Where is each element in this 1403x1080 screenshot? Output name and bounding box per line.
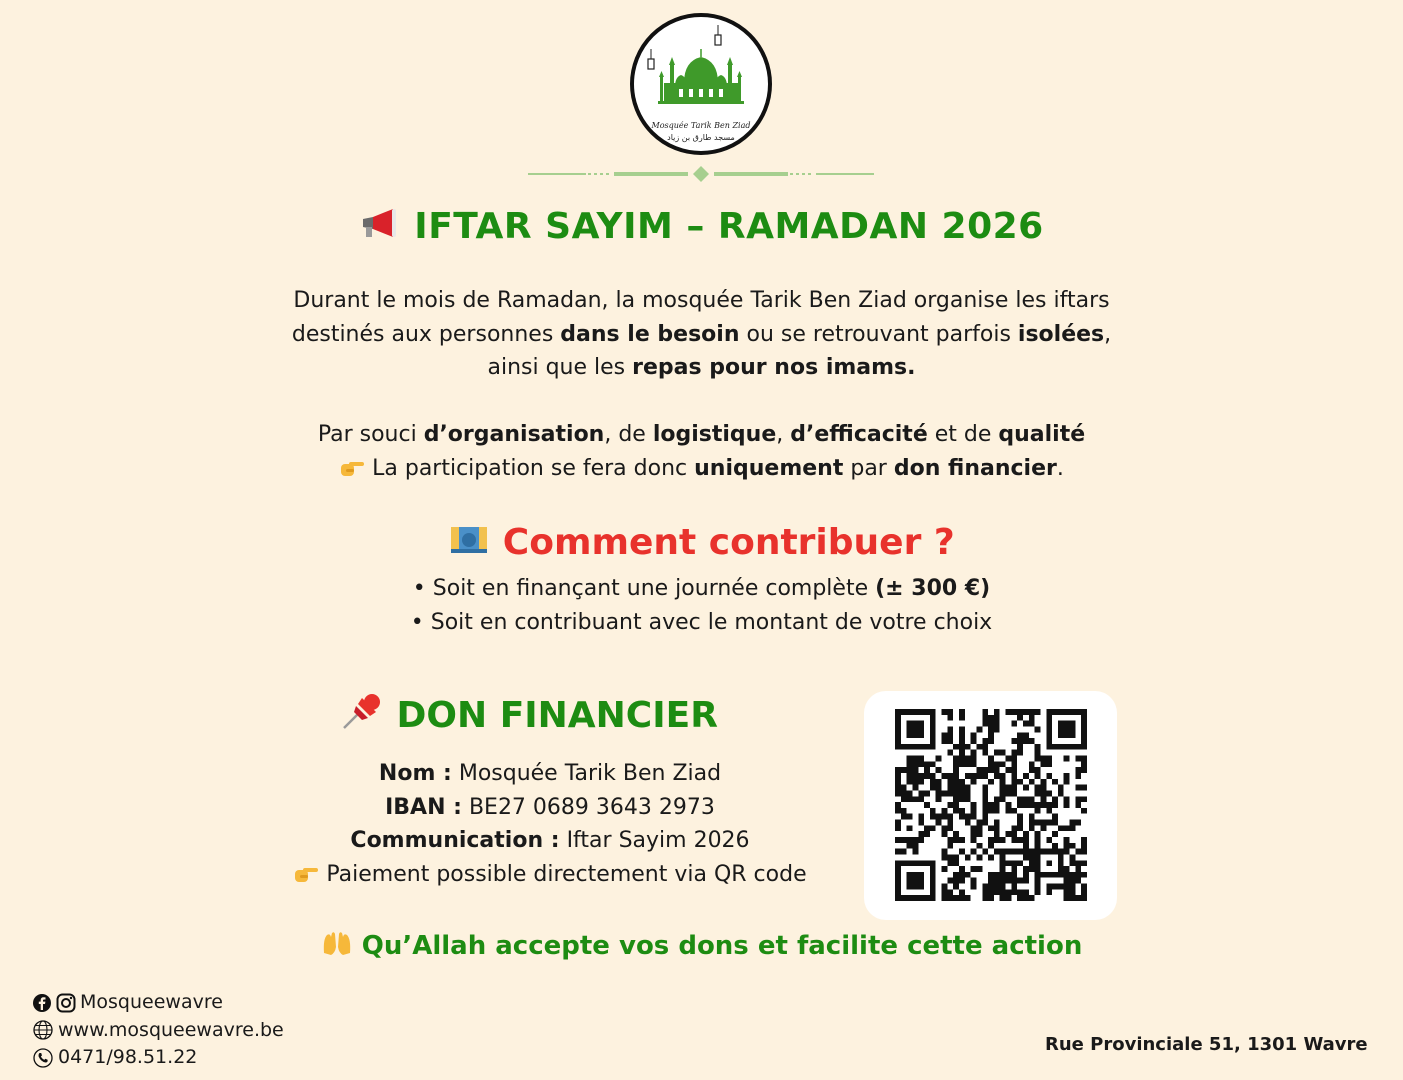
donation-qr-note <box>270 858 830 892</box>
organisation-line-1 <box>0 418 1403 452</box>
organisation-text: . <box>1056 455 1064 481</box>
organisation-text: et de <box>927 422 999 447</box>
option-text: • Soit en contribuant avec le montant de votre choix <box>410 610 993 635</box>
donation-communication-label: Communication : <box>350 828 560 853</box>
logo-name: Mosquée Tarik Ben Ziad <box>651 121 751 130</box>
donation-title <box>340 690 718 736</box>
qr-code[interactable] <box>895 709 1087 901</box>
page-title <box>0 206 1403 247</box>
organisation-emphasis: logistique <box>652 422 777 447</box>
intro-line-2 <box>0 318 1403 352</box>
intro-emphasis: dans le besoin <box>560 321 740 347</box>
donation-iban-label: IBAN : <box>385 794 462 820</box>
organisation-emphasis: don financier <box>893 455 1057 481</box>
facebook-icon[interactable] <box>32 993 52 1013</box>
logo-arabic-name: مسجد طارق بن زياد <box>667 133 735 142</box>
intro-emphasis: isolées <box>1017 321 1105 347</box>
donation-name-value: Mosquée Tarik Ben Ziad <box>451 761 722 786</box>
mosque-logo <box>630 13 772 155</box>
option-text: • Soit en finançant une journée complète <box>412 576 876 601</box>
intro-line-3 <box>0 351 1403 385</box>
donation-name-label: Nom : <box>378 761 452 786</box>
intro-text: destinés aux personnes <box>291 321 561 347</box>
option-amount: (± 300 €) <box>875 576 991 601</box>
organisation-emphasis: d’efficacité <box>790 422 928 447</box>
donation-name-row <box>270 757 830 791</box>
intro-emphasis: repas pour nos imams. <box>632 355 916 380</box>
intro-paragraph <box>0 284 1403 385</box>
footer-social-row[interactable] <box>32 989 284 1017</box>
donation-qr-note-text: Paiement possible directement via QR code <box>319 861 807 887</box>
organisation-text: par <box>843 455 894 481</box>
intro-text: ainsi que les <box>487 355 633 380</box>
donation-communication-value: Iftar Sayim 2026 <box>559 828 750 853</box>
contribute-option-full-day <box>0 572 1403 606</box>
footer-website-link[interactable]: www.mosqueewavre.be <box>58 1018 284 1041</box>
instagram-icon[interactable] <box>56 993 76 1013</box>
intro-text: , <box>1104 321 1112 347</box>
pushpin-icon <box>340 690 384 730</box>
mosque-icon <box>634 17 768 151</box>
page-title-text: IFTAR SAYIM – RAMADAN 2026 <box>414 206 1044 247</box>
decorative-divider <box>528 164 874 184</box>
closing-message-text: Qu’Allah accepte vos dons et facilite cette action <box>361 931 1083 961</box>
pointing-hand-icon <box>339 458 365 478</box>
organisation-line-2 <box>0 452 1403 486</box>
contribute-options <box>0 572 1403 640</box>
contribute-title-text: Comment contribuer ? <box>502 522 955 563</box>
organisation-text: , <box>776 422 791 447</box>
contribute-option-free-amount <box>0 606 1403 640</box>
footer-contacts <box>32 989 284 1072</box>
donation-iban-row <box>270 791 830 825</box>
qr-code-card[interactable] <box>864 691 1117 920</box>
organisation-paragraph <box>0 418 1403 485</box>
donation-details <box>270 757 830 891</box>
phone-icon <box>32 1047 54 1069</box>
pointing-hand-icon <box>293 864 319 884</box>
organisation-emphasis: d’organisation <box>423 422 605 447</box>
closing-message <box>0 929 1403 961</box>
footer-phone-number[interactable]: 0471/98.51.22 <box>58 1046 198 1068</box>
donation-communication-row <box>270 824 830 858</box>
organisation-text: Par souci <box>317 422 424 447</box>
banknote-icon <box>448 523 490 557</box>
donation-iban-value: BE27 0689 3643 2973 <box>461 794 715 820</box>
globe-icon <box>32 1019 54 1041</box>
donation-title-text: DON FINANCIER <box>396 695 718 736</box>
organisation-emphasis: qualité <box>998 422 1086 447</box>
footer-address: Rue Provinciale 51, 1301 Wavre <box>1045 1034 1368 1055</box>
raised-hands-icon <box>321 929 353 957</box>
megaphone-icon <box>359 207 401 241</box>
organisation-emphasis: uniquement <box>694 455 844 481</box>
footer-phone-row[interactable] <box>32 1044 284 1072</box>
contribute-title <box>0 522 1403 563</box>
organisation-text: La participation se fera donc <box>365 455 695 481</box>
footer-website-row[interactable] <box>32 1017 284 1045</box>
intro-line-1 <box>0 284 1403 318</box>
intro-text: Durant le mois de Ramadan, la mosquée Tarik Ben Ziad organise les iftars <box>293 288 1110 313</box>
intro-text: ou se retrouvant parfois <box>739 321 1018 347</box>
organisation-text: , de <box>604 422 653 447</box>
footer-social-handle[interactable]: Mosqueewavre <box>80 991 223 1013</box>
